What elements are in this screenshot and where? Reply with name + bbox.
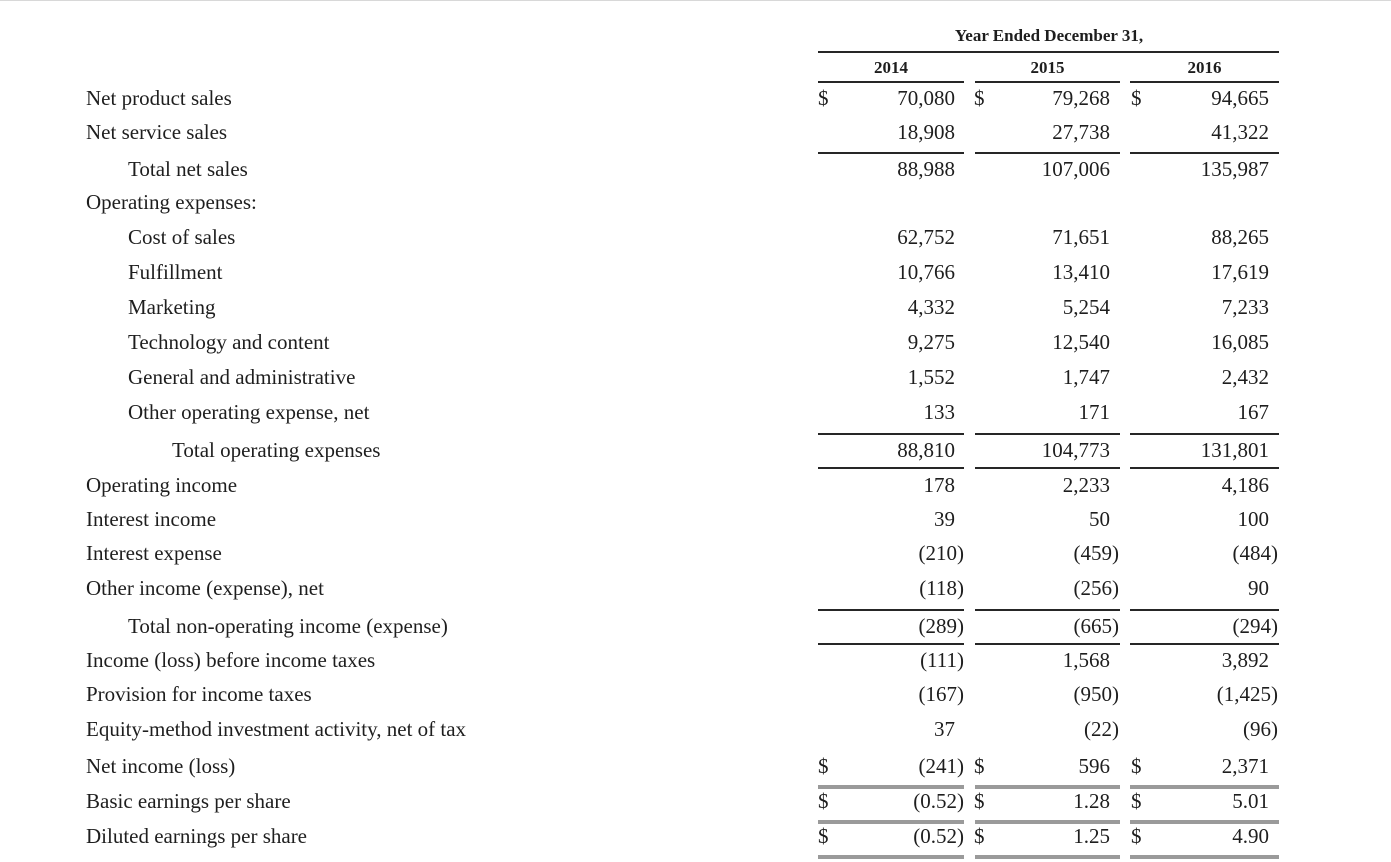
year-rule-2015 [975, 81, 1120, 83]
value-cell-2015: 1.28 [1073, 789, 1110, 813]
value-cell-2015: 104,773 [1041, 438, 1110, 462]
total-double-rule [818, 820, 964, 824]
subtotal-rule [818, 433, 964, 435]
header-rule [818, 51, 1279, 53]
row-label: Other income (expense), net [86, 576, 324, 600]
row-label: Total net sales [128, 157, 248, 181]
subtotal-rule [818, 467, 964, 469]
row-label: Provision for income taxes [86, 682, 312, 706]
currency-symbol: $ [974, 824, 985, 848]
value-cell-2016: 2,432 [1221, 365, 1269, 389]
value-cell-2015: 50 [1089, 507, 1110, 531]
value-cell-2016: (96) [1243, 717, 1278, 741]
subtotal-rule [818, 643, 964, 645]
value-cell-2014: 37 [934, 717, 955, 741]
value-cell-2015: 13,410 [1052, 260, 1110, 284]
value-cell-2016: 41,322 [1211, 120, 1269, 144]
subtotal-rule [818, 609, 964, 611]
row-label: General and administrative [128, 365, 356, 389]
subtotal-rule [975, 467, 1120, 469]
row-label: Net product sales [86, 86, 232, 110]
total-double-rule [1130, 820, 1279, 824]
row-label: Fulfillment [128, 260, 223, 284]
value-cell-2015: 71,651 [1052, 225, 1110, 249]
value-cell-2015: 79,268 [1052, 86, 1110, 110]
value-cell-2016: 131,801 [1200, 438, 1269, 462]
value-cell-2015: 2,233 [1062, 473, 1110, 497]
value-cell-2015: 5,254 [1062, 295, 1110, 319]
value-cell-2016: (294) [1232, 614, 1278, 638]
subtotal-rule [1130, 152, 1279, 154]
value-cell-2016: 88,265 [1211, 225, 1269, 249]
value-cell-2014: 88,988 [897, 157, 955, 181]
total-double-rule [975, 855, 1120, 859]
row-label: Operating income [86, 473, 238, 497]
value-cell-2014: 88,810 [897, 438, 955, 462]
total-double-rule [818, 855, 964, 859]
year-rule-2014 [818, 81, 964, 83]
year-rule-2016 [1130, 81, 1279, 83]
value-cell-2016: 135,987 [1200, 157, 1269, 181]
value-cell-2016: 17,619 [1211, 260, 1269, 284]
value-cell-2016: 4,186 [1221, 473, 1269, 497]
value-cell-2014: (118) [919, 576, 964, 600]
value-cell-2016: 2,371 [1221, 754, 1269, 778]
value-cell-2016: 7,233 [1221, 295, 1269, 319]
value-cell-2016: (1,425) [1216, 682, 1278, 706]
value-cell-2014: 178 [923, 473, 955, 497]
currency-symbol: $ [1131, 824, 1142, 848]
value-cell-2015: 596 [1078, 754, 1110, 778]
value-cell-2014: (289) [918, 614, 964, 638]
value-cell-2014: (210) [918, 541, 964, 565]
subtotal-rule [1130, 609, 1279, 611]
value-cell-2014: 62,752 [897, 225, 955, 249]
value-cell-2016: 90 [1248, 576, 1269, 600]
row-label: Diluted earnings per share [86, 824, 308, 848]
value-cell-2015: 1.25 [1073, 824, 1110, 848]
value-cell-2015: 107,006 [1041, 157, 1110, 181]
row-label: Marketing [128, 295, 216, 319]
total-double-rule [975, 785, 1120, 789]
value-cell-2016: (484) [1232, 541, 1278, 565]
top-border [0, 0, 1391, 1]
value-cell-2015: 171 [1078, 400, 1110, 424]
row-label: Total non-operating income (expense) [128, 614, 448, 638]
value-cell-2014: (167) [918, 682, 964, 706]
currency-symbol: $ [974, 789, 985, 813]
value-cell-2014: 18,908 [897, 120, 955, 144]
total-double-rule [1130, 785, 1279, 789]
value-cell-2016: 94,665 [1211, 86, 1269, 110]
value-cell-2015: (22) [1084, 717, 1119, 741]
row-label: Equity-method investment activity, net of tax [86, 717, 467, 741]
currency-symbol: $ [974, 86, 985, 110]
subtotal-rule [818, 152, 964, 154]
subtotal-rule [975, 609, 1120, 611]
year-header-2015: 2015 [1030, 58, 1065, 77]
subtotal-rule [1130, 433, 1279, 435]
currency-symbol: $ [818, 789, 829, 813]
value-cell-2015: (665) [1073, 614, 1119, 638]
row-label: Total operating expenses [172, 438, 381, 462]
row-label: Basic earnings per share [86, 789, 291, 813]
currency-symbol: $ [1131, 86, 1142, 110]
row-label: Net income (loss) [86, 754, 236, 778]
value-cell-2016: 4.90 [1232, 824, 1269, 848]
currency-symbol: $ [1131, 754, 1142, 778]
total-double-rule [1130, 855, 1279, 859]
value-cell-2014: (241) [918, 754, 964, 778]
subtotal-rule [1130, 467, 1279, 469]
value-cell-2015: (950) [1073, 682, 1119, 706]
value-cell-2014: 1,552 [907, 365, 955, 389]
year-header-2014: 2014 [874, 58, 908, 77]
subtotal-rule [975, 643, 1120, 645]
value-cell-2015: 27,738 [1052, 120, 1110, 144]
value-cell-2015: 1,568 [1062, 648, 1110, 672]
value-cell-2016: 100 [1237, 507, 1269, 531]
row-label: Interest income [86, 507, 217, 531]
value-cell-2014: 4,332 [907, 295, 955, 319]
year-header-2016: 2016 [1187, 58, 1222, 77]
row-label: Operating expenses: [86, 190, 257, 214]
value-cell-2014: 39 [934, 507, 955, 531]
currency-symbol: $ [818, 86, 829, 110]
currency-symbol: $ [974, 754, 985, 778]
value-cell-2014: (0.52) [913, 789, 964, 813]
column-group-header: Year Ended December 31, [954, 26, 1144, 45]
currency-symbol: $ [818, 754, 829, 778]
value-cell-2016: 167 [1237, 400, 1269, 424]
value-cell-2015: 12,540 [1052, 330, 1110, 354]
currency-symbol: $ [1131, 789, 1142, 813]
value-cell-2016: 3,892 [1221, 648, 1269, 672]
subtotal-rule [1130, 643, 1279, 645]
value-cell-2016: 5.01 [1232, 789, 1269, 813]
total-double-rule [975, 820, 1120, 824]
subtotal-rule [975, 433, 1120, 435]
value-cell-2016: 16,085 [1211, 330, 1269, 354]
row-label: Cost of sales [128, 225, 236, 249]
row-label: Interest expense [86, 541, 222, 565]
subtotal-rule [975, 152, 1120, 154]
total-double-rule [818, 785, 964, 789]
value-cell-2014: 133 [923, 400, 955, 424]
row-label: Income (loss) before income taxes [86, 648, 376, 672]
value-cell-2014: 70,080 [897, 86, 955, 110]
currency-symbol: $ [818, 824, 829, 848]
value-cell-2014: 10,766 [897, 260, 955, 284]
value-cell-2014: 9,275 [907, 330, 955, 354]
value-cell-2014: (0.52) [913, 824, 964, 848]
value-cell-2014: (111) [920, 648, 964, 672]
value-cell-2015: (459) [1073, 541, 1119, 565]
row-label: Net service sales [86, 120, 228, 144]
row-label: Other operating expense, net [128, 400, 370, 424]
row-label: Technology and content [128, 330, 330, 354]
value-cell-2015: (256) [1073, 576, 1119, 600]
value-cell-2015: 1,747 [1062, 365, 1110, 389]
